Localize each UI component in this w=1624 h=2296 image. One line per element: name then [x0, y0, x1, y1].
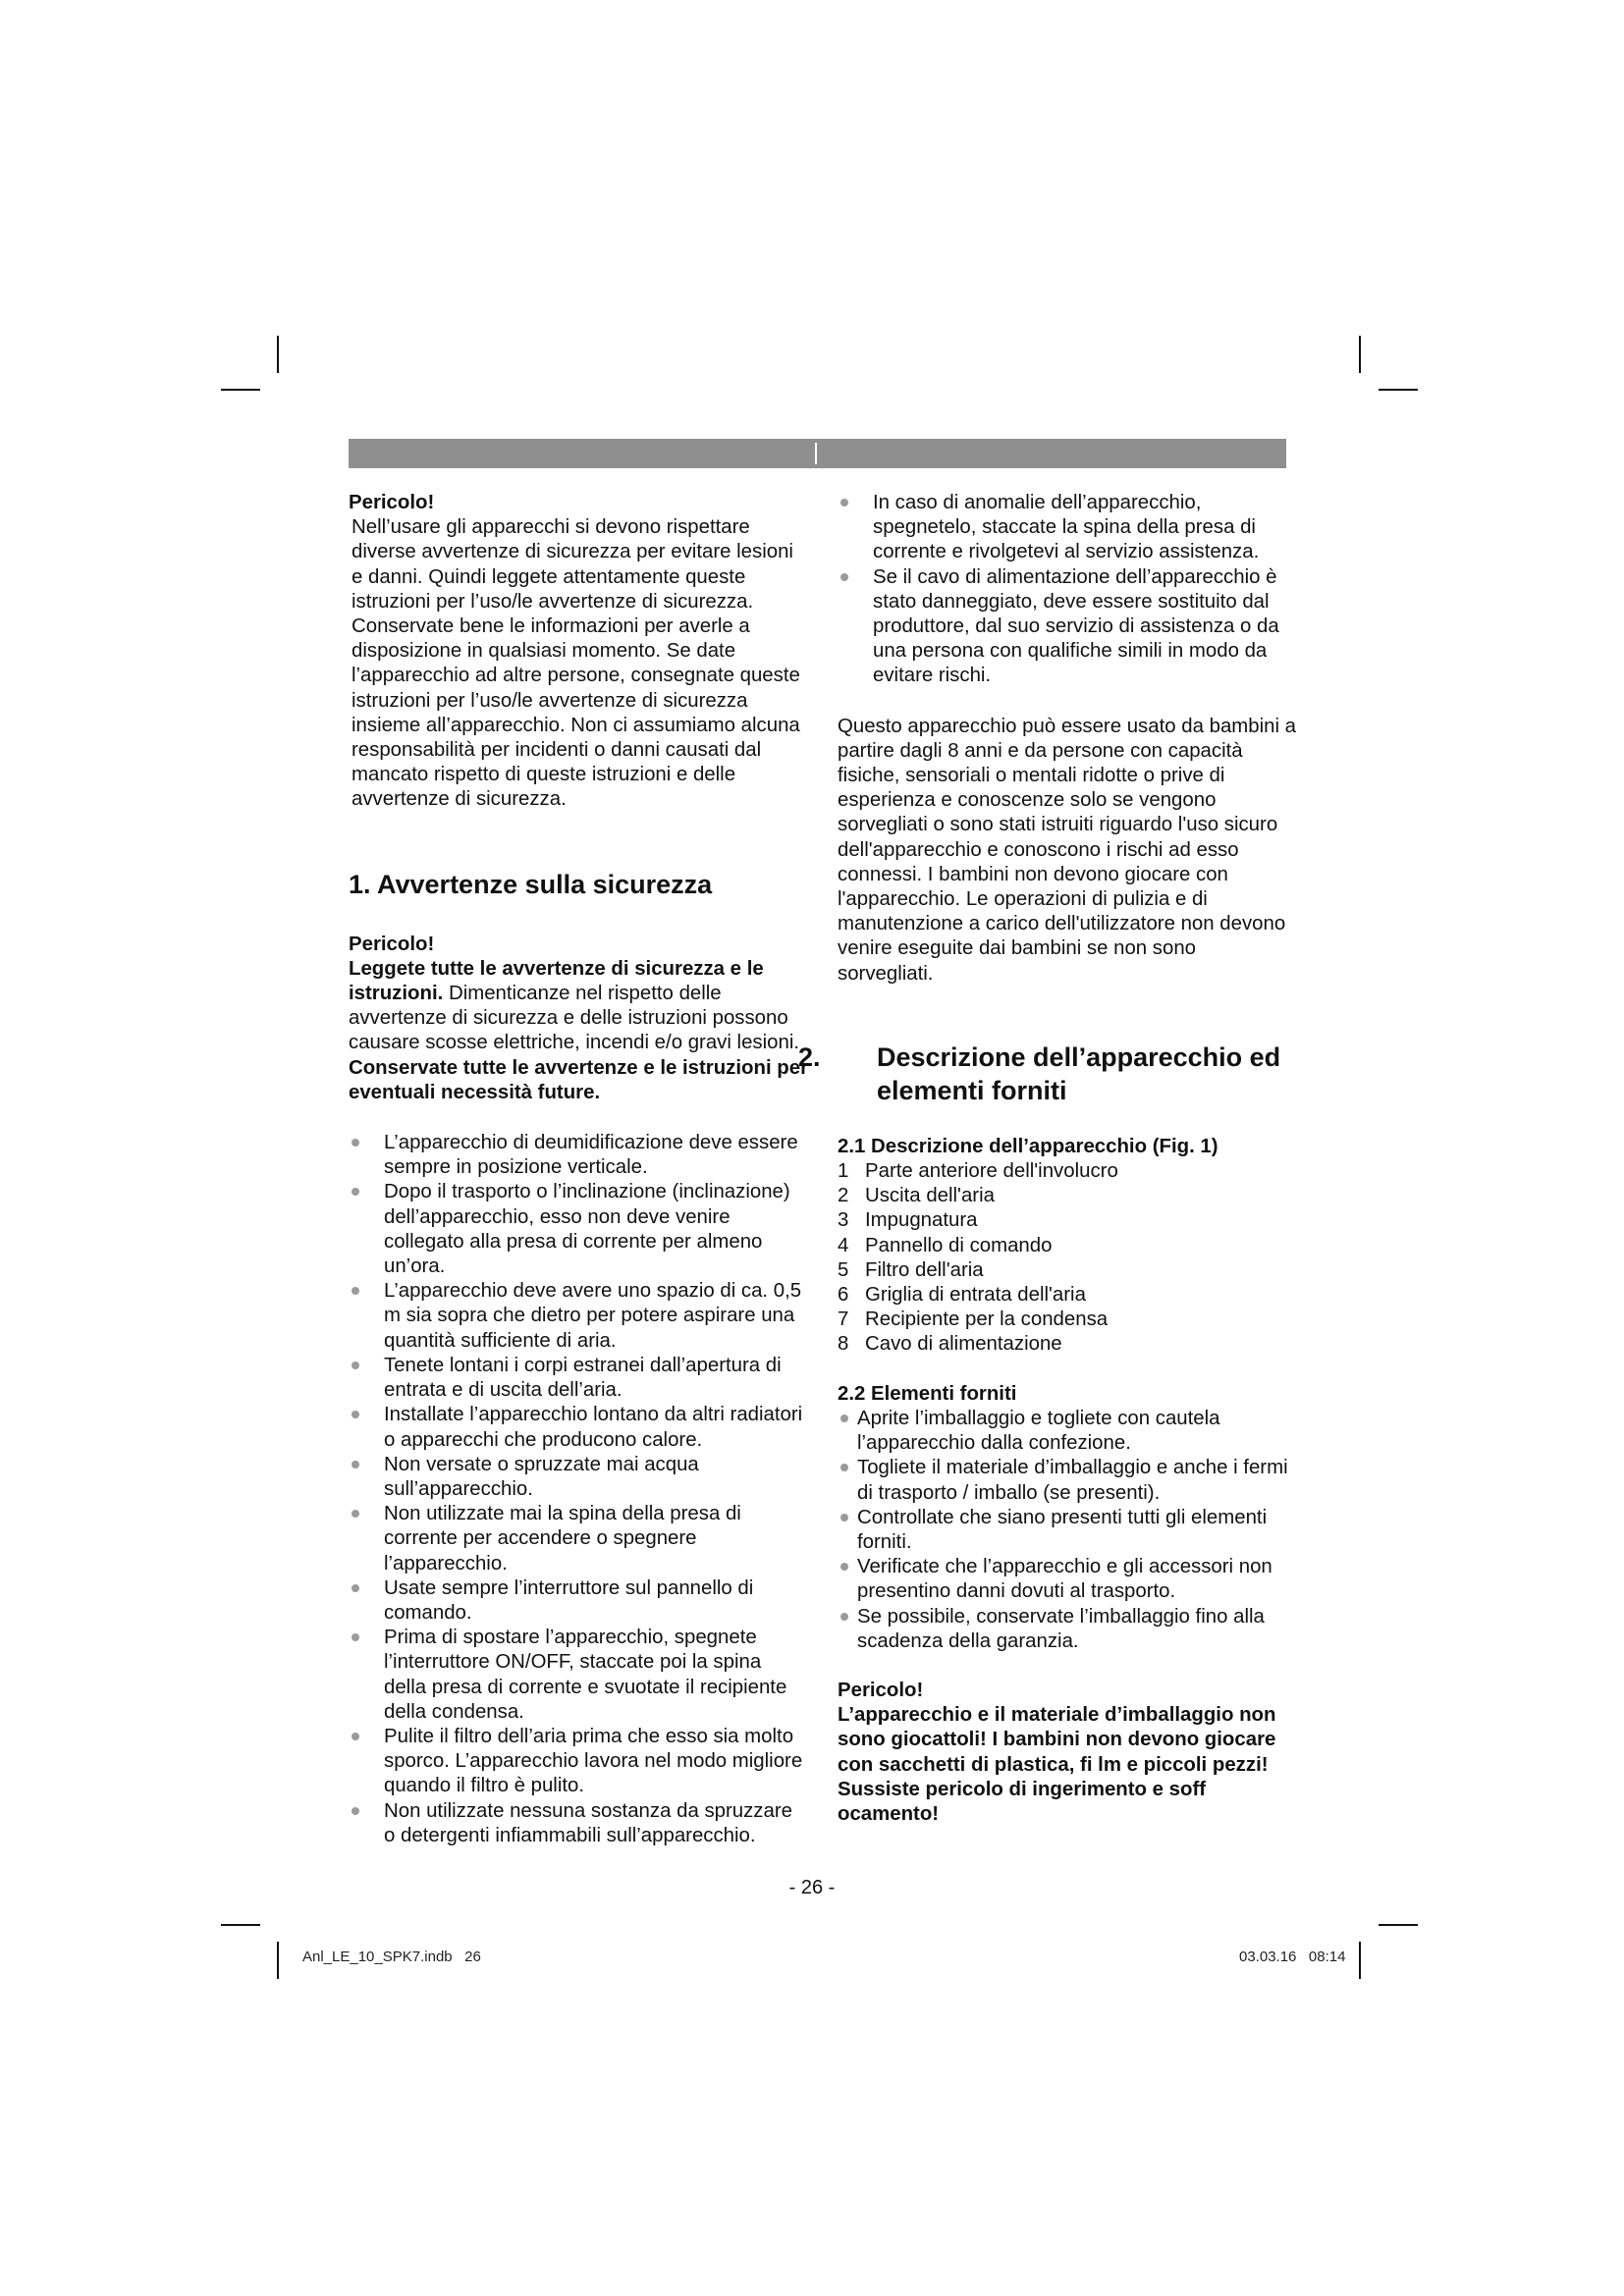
safety-bullet-list: [349, 1131, 808, 1848]
part-label: Pannello di comando: [865, 1234, 1053, 1256]
part-label: Cavo di alimentazione: [865, 1333, 1062, 1356]
list-item: [838, 1308, 1297, 1332]
list-item: [838, 1234, 1297, 1258]
list-item: In caso di anomalie dell’apparecchio, spegnetelo, staccate la spina della presa di corrente e rivolgetevi al servizio assistenza.: [838, 491, 1297, 565]
list-item-text: Verificate che l’apparecchio e gli accessori non presentino danni dovuti al trasporto.: [857, 1556, 1272, 1603]
part-number: 2: [838, 1185, 849, 1207]
warning-body: [349, 957, 808, 1056]
part-label: Parte anteriore dell'involucro: [865, 1160, 1118, 1183]
crop-mark: [277, 336, 279, 373]
list-item-text: Togliete il materiale d’imballaggio e anche i fermi di trasporto / imballo (se presenti).: [857, 1457, 1288, 1504]
danger-2-title: Pericolo!: [838, 1679, 924, 1701]
language-tab-marker: [815, 443, 817, 464]
list-item: Installate l’apparecchio lontano da altri radiatori o apparecchi che producono calore.: [349, 1403, 808, 1452]
danger-title: Pericolo!: [349, 492, 435, 513]
section-1-heading: 1. Avvertenze sulla sicurezza: [349, 869, 713, 899]
list-item: [838, 1456, 1297, 1505]
list-item: Dopo il trasporto o l’inclinazione (inclinazione) dell’apparecchio, esso non deve venire collegato alla presa di corrente per almeno un’ora.: [349, 1180, 808, 1279]
list-item: Se il cavo di alimentazione dell’apparecchio è stato danneggiato, deve essere sostituito dal produttore, dal suo servizio di assistenza o da una persona con qualifiche simili in modo da evitare rischi.: [838, 565, 1297, 689]
section-2-title: Descrizione dell’apparecchio ed elementi forniti: [877, 1041, 1281, 1105]
part-number: 6: [838, 1284, 849, 1307]
crop-mark: [1359, 336, 1361, 373]
safety-bullet-list-continued: [838, 491, 1297, 689]
warning-keep-instructions: Conservate tutte le avvertenze e le istruzioni per eventuali necessità future.: [349, 1056, 809, 1103]
danger-body: Nell’usare gli apparecchi si devono rispettare diverse avvertenze di sicurezza per evitare lesioni e danni. Quindi leggete attentamente queste istruzioni per l’uso/le avvertenze di sicurezza. Conservate bene le informazioni per averle a disposizione in qualsiasi momento. Se date l’apparecchio ad altre persone, consegnate queste istruzioni per l’uso/le avvertenze di sicurezza insieme all’apparecchio. Non ci assumiamo alcuna responsabilità per incidenti o danni causati dal mancato rispetto di queste istruzioni e delle avvertenze di sicurezza.: [352, 516, 800, 811]
crop-mark: [1379, 1924, 1418, 1926]
list-item-text: Controllate che siano presenti tutti gli elementi forniti.: [857, 1506, 1268, 1553]
list-item: L’apparecchio deve avere uno spazio di ca. 0,5 m sia sopra che dietro per potere aspirare una quantità sufficiente di aria.: [349, 1279, 808, 1354]
section-2-heading: [798, 1041, 1297, 1107]
language-header-bar: [349, 439, 1286, 468]
part-number: 5: [838, 1258, 849, 1281]
crop-mark: [221, 1924, 260, 1926]
danger-2-body: L’apparecchio e il materiale d’imballaggio non sono giocattoli! I bambini non devono giocare con sacchetti di plastica, fi lm e piccoli pezzi! Sussiste pericolo di ingerimento e soff ocamento!: [838, 1704, 1276, 1825]
part-number: 1: [838, 1160, 849, 1183]
list-item: [838, 1506, 1297, 1555]
list-item: Non utilizzate nessuna sostanza da spruzzare o detergenti infiammabili sull’apparecchio.: [349, 1799, 808, 1848]
section-2-number: 2.: [798, 1041, 821, 1072]
subsection-2-2-heading: 2.2 Elementi forniti: [838, 1382, 1017, 1405]
right-column: [798, 491, 1297, 1827]
list-item: L’apparecchio di deumidificazione deve essere sempre in posizione verticale.: [349, 1131, 808, 1180]
page-number: - 26 -: [788, 1877, 836, 1898]
list-item-text: Se possibile, conservate l’imballaggio fino alla scadenza della garanzia.: [857, 1605, 1265, 1652]
part-number: 7: [838, 1308, 849, 1331]
list-item: [838, 1208, 1297, 1233]
crop-mark: [1379, 389, 1418, 391]
print-date-time: 03.03.16 08:14: [1239, 1949, 1346, 1965]
list-item: Non utilizzate mai la spina della presa di corrente per accendere o spegnere l’apparecchio.: [349, 1502, 808, 1576]
part-label: Impugnatura: [865, 1209, 978, 1232]
warning-title: Pericolo!: [349, 933, 435, 955]
subsection-2-1-heading: 2.1 Descrizione dell’apparecchio (Fig. 1): [838, 1135, 1218, 1157]
part-number: 3: [838, 1209, 849, 1232]
crop-mark: [1359, 1942, 1361, 1979]
part-label: Uscita dell'aria: [865, 1185, 995, 1207]
list-item: Tenete lontani i corpi estranei dall’apertura di entrata e di uscita dell’aria.: [349, 1354, 808, 1403]
part-number: 8: [838, 1333, 849, 1356]
part-label: Recipiente per la condensa: [865, 1308, 1109, 1331]
supplied-items-list: [838, 1407, 1297, 1654]
part-label: Filtro dell'aria: [865, 1258, 984, 1281]
crop-mark: [221, 389, 260, 391]
children-paragraph: Questo apparecchio può essere usato da bambini a partire dagli 8 anni e da persone con capacità fisiche, sensoriali o mentali ridotte o prive di esperienza e conoscenze solo se vengono sorvegliati o sono stati istruiti riguardo l'uso sicuro dell'apparecchio e conoscono i rischi ad esso connessi. I bambini non devono giocare con l'apparecchio. Le operazioni di pulizia e di manutenzione a carico dell'utilizzatore non devono venire eseguite dai bambini se non sono sorvegliati.: [838, 715, 1297, 985]
warning-bold-lead: Leggete tutte le avvertenze di sicurezza e le istruzioni.: [349, 957, 764, 1005]
file-info: Anl_LE_10_SPK7.indb 26: [302, 1949, 481, 1965]
list-item: [838, 1283, 1297, 1308]
list-item: [838, 1332, 1297, 1357]
list-item: [838, 1605, 1297, 1654]
list-item: [838, 1159, 1297, 1184]
left-column: [349, 491, 808, 1848]
part-number: 4: [838, 1234, 849, 1256]
list-item: Prima di spostare l’apparecchio, spegnete l’interruttore ON/OFF, staccate poi la spina della presa di corrente e svuotate il recipiente della condensa.: [349, 1626, 808, 1725]
parts-list: [838, 1159, 1297, 1358]
part-label: Griglia di entrata dell'aria: [865, 1284, 1086, 1307]
list-item: Usate sempre l’interruttore sul pannello di comando.: [349, 1576, 808, 1626]
list-item: [838, 1184, 1297, 1208]
crop-mark: [277, 1942, 279, 1979]
list-item: [838, 1555, 1297, 1604]
list-item: [838, 1407, 1297, 1456]
warning-text: Dimenticanze nel rispetto delle avvertenze di sicurezza e delle istruzioni possono causare scosse elettriche, incendi e/o gravi lesioni.: [349, 983, 800, 1054]
list-item: [838, 1258, 1297, 1283]
list-item: Pulite il filtro dell’aria prima che esso sia molto sporco. L’apparecchio lavora nel modo migliore quando il filtro è pulito.: [349, 1725, 808, 1799]
list-item: Non versate o spruzzate mai acqua sull’apparecchio.: [349, 1453, 808, 1502]
list-item-text: Aprite l’imballaggio e togliete con cautela l’apparecchio dalla confezione.: [857, 1407, 1220, 1455]
